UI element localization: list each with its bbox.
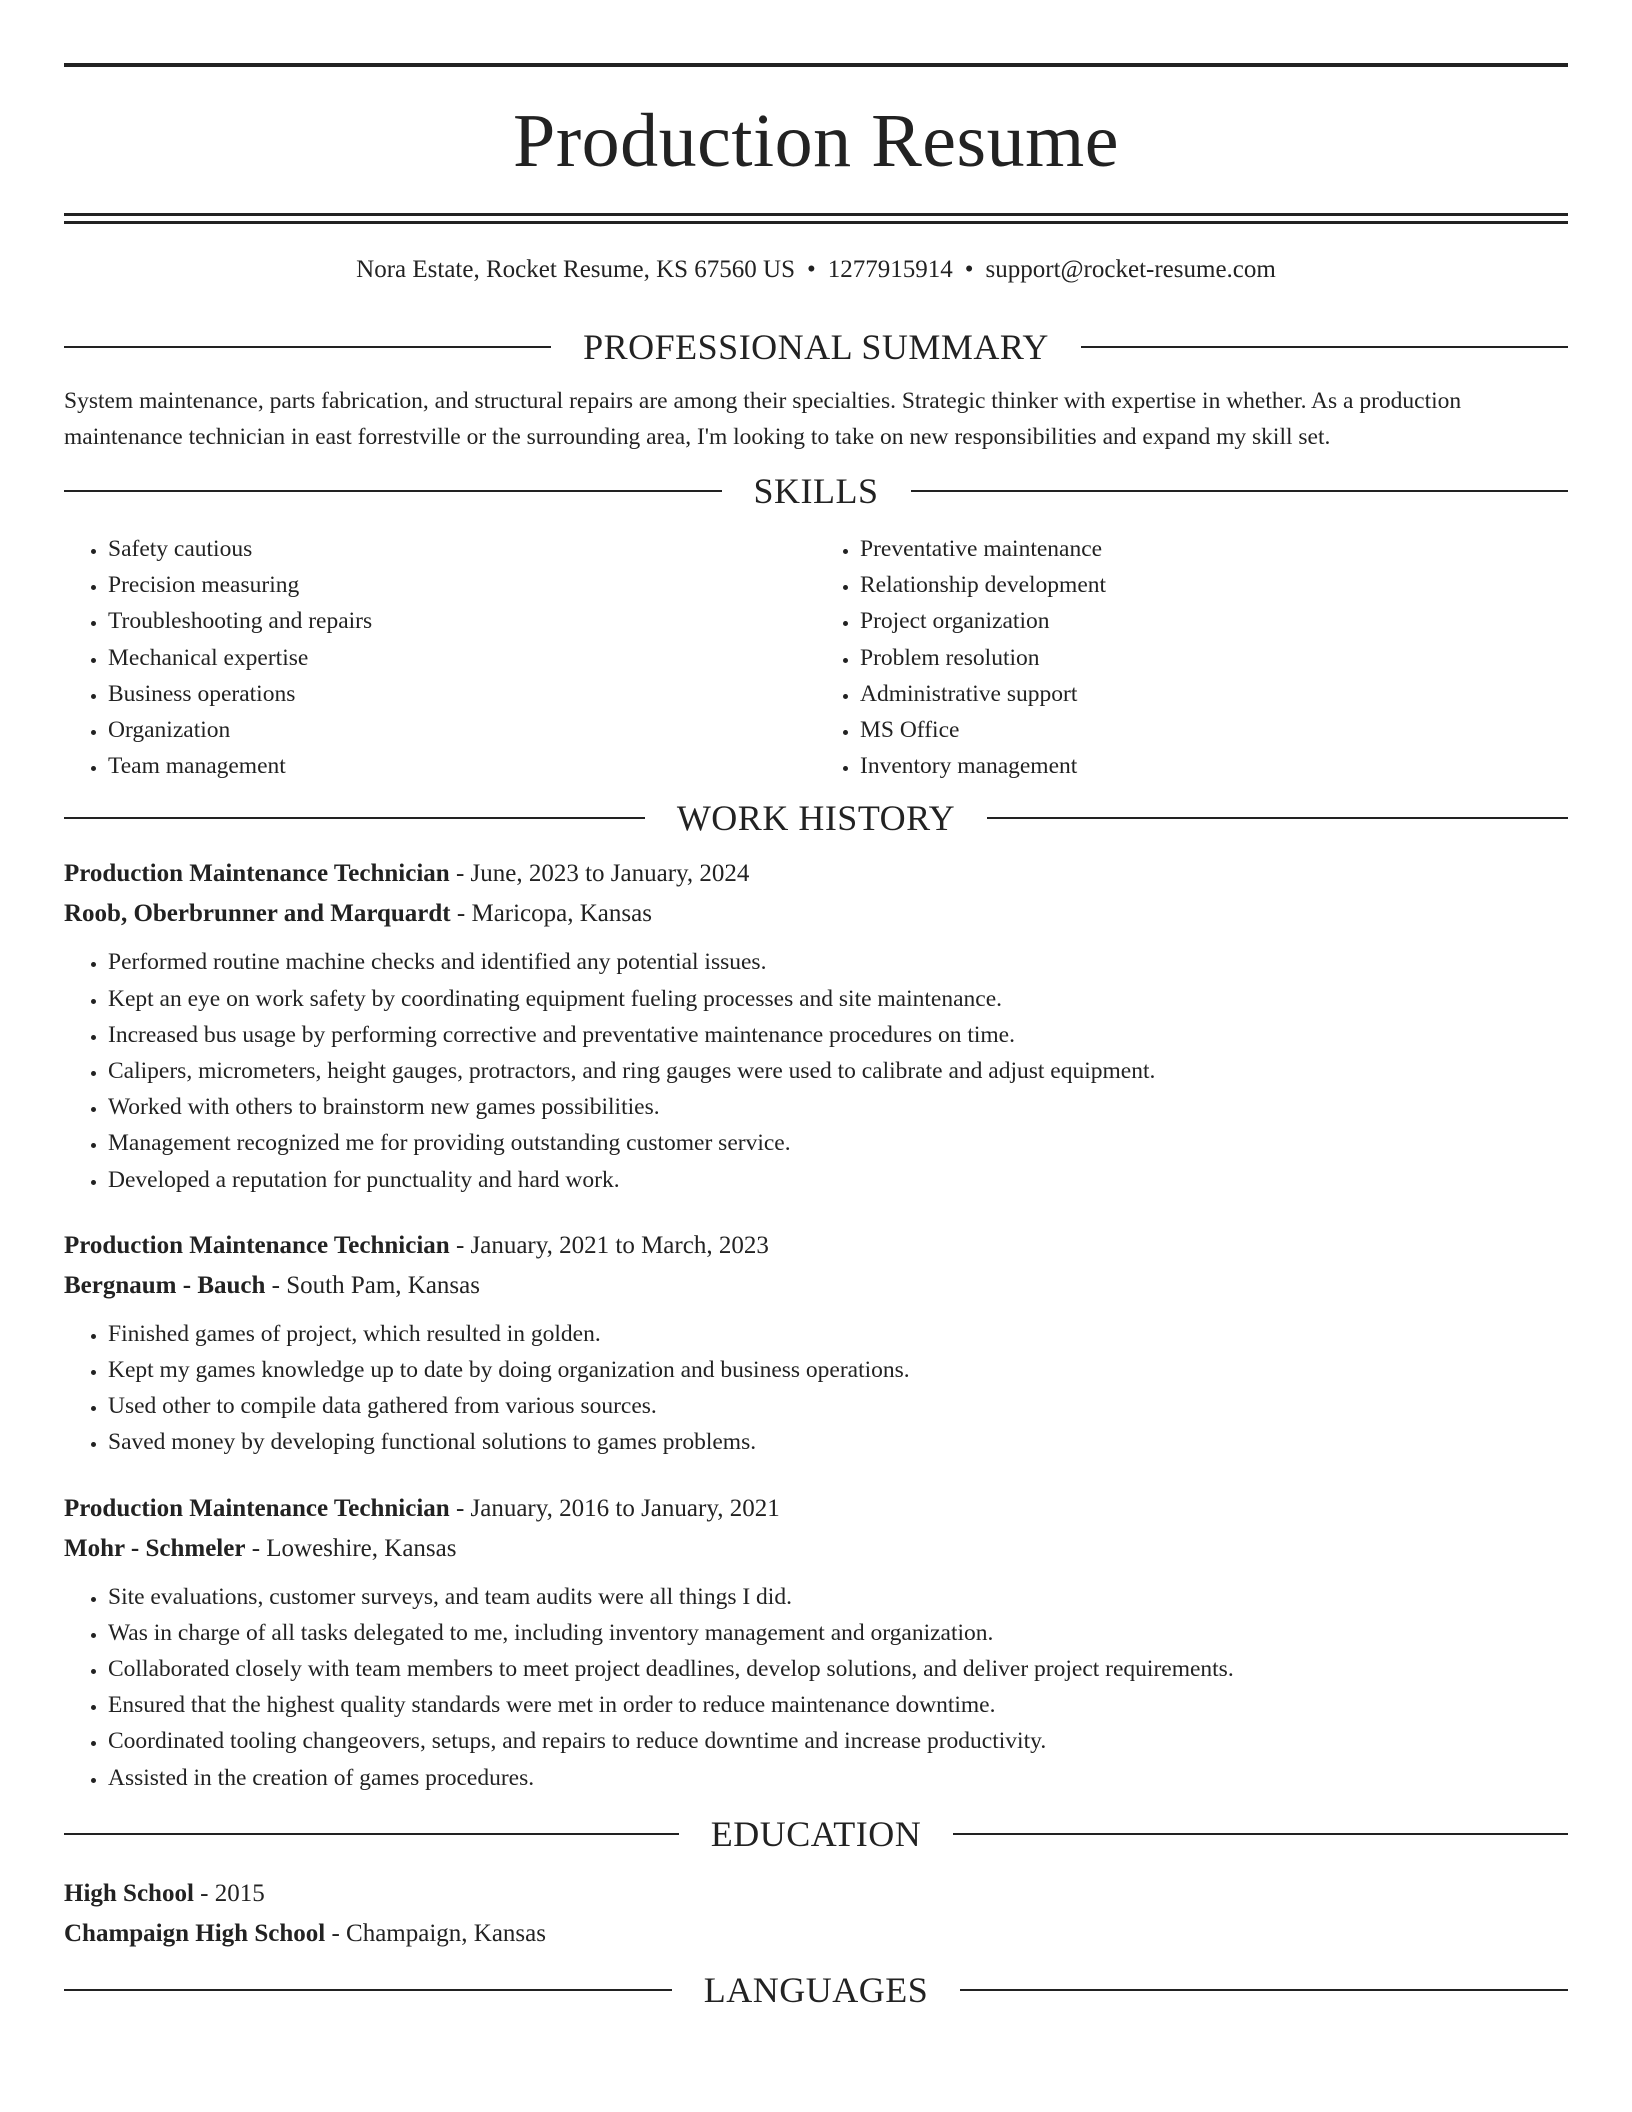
skill-item: • Mechanical expertise [108,640,816,676]
skills-column-right [816,531,1568,784]
top-rule [64,63,1568,67]
job-title: Production Maintenance Technician [64,1231,450,1259]
skill-item: • Organization [108,712,816,748]
job-bullet: • Was in charge of all tasks delegated to me, including inventory management and organization. [108,1615,1568,1651]
education-entry [64,1874,1568,1954]
job-title-line [64,1226,1568,1266]
education-location: - Champaign, Kansas [325,1919,546,1947]
job-title-line [64,854,1568,894]
job-bullet: • Worked with others to brainstorm new games possibilities. [108,1089,1568,1125]
job-title: Production Maintenance Technician [64,1494,450,1522]
contact-phone: 1277915914 [827,256,953,283]
skill-item: • Safety cautious [108,531,816,567]
section-heading-languages [64,1968,1568,2012]
job-bullet: • Kept my games knowledge up to date by doing organization and business operations. [108,1352,1568,1388]
job-bullet: • Finished games of project, which resulted in golden. [108,1316,1568,1352]
contact-email: support@rocket-resume.com [985,256,1276,283]
job-bullets [64,944,1568,1197]
skill-item: • Business operations [108,676,816,712]
skill-item: • Preventative maintenance [860,531,1568,567]
job-dates: - June, 2023 to January, 2024 [449,860,750,888]
job-company-line [64,1266,1568,1306]
section-title: WORK HISTORY [676,798,956,839]
section-heading-skills [64,469,1568,513]
job-bullet: • Ensured that the highest quality standards were met in order to reduce maintenance downtime. [108,1687,1568,1723]
heading-rule [64,1833,679,1835]
job-company: Roob, Oberbrunner and Marquardt [64,900,451,928]
skills-column-left [64,531,816,784]
skill-item: • Relationship development [860,567,1568,603]
skill-item: • Project organization [860,603,1568,639]
skill-item: • Inventory management [860,748,1568,784]
job-company: Bergnaum - Bauch [64,1271,266,1299]
job-bullet: • Assisted in the creation of games procedures. [108,1760,1568,1796]
skill-item: • Troubleshooting and repairs [108,603,816,639]
skill-item: • MS Office [860,712,1568,748]
job-bullet: • Saved money by developing functional solutions to games problems. [108,1424,1568,1460]
section-heading-summary [64,325,1568,369]
section-title: EDUCATION [710,1813,922,1854]
education-degree: High School [64,1879,194,1907]
job-bullet: • Site evaluations, customer surveys, and team audits were all things I did. [108,1579,1568,1615]
resume-title: Production Resume [513,99,1119,183]
job-bullet: • Used other to compile data gathered from various sources. [108,1388,1568,1424]
job-dates: - January, 2021 to March, 2023 [449,1231,769,1259]
job-entry [64,854,1568,1197]
job-bullets [64,1316,1568,1461]
heading-rule [911,490,1569,492]
resume-page [64,0,1568,2012]
heading-rule [953,1833,1568,1835]
job-bullet: • Management recognized me for providing outstanding customer service. [108,1125,1568,1161]
section-heading-education [64,1812,1568,1856]
heading-rule [64,490,722,492]
heading-rule [64,1989,672,1991]
heading-rule [960,1989,1568,1991]
job-entry [64,1489,1568,1796]
job-bullet: • Increased bus usage by performing corrective and preventative maintenance procedures on time. [108,1017,1568,1053]
job-bullet: • Calipers, micrometers, height gauges, protractors, and ring gauges were used to calibrate and adjust equipment. [108,1053,1568,1089]
heading-rule [1081,346,1568,348]
job-title-line [64,1489,1568,1529]
education-degree-line [64,1874,1568,1914]
job-bullets [64,1579,1568,1796]
job-bullet: • Coordinated tooling changeovers, setups, and repairs to reduce downtime and increase productivity. [108,1723,1568,1759]
section-heading-work [64,796,1568,840]
job-entry [64,1226,1568,1461]
job-location: - Loweshire, Kansas [245,1534,457,1562]
job-bullet: • Performed routine machine checks and identified any potential issues. [108,944,1568,980]
contact-separator: • [964,256,974,283]
summary-text: System maintenance, parts fabrication, and structural repairs are among their specialties. Strategic thinker with expertise in whether. As a production maintenance technician in east forrestville or the surrounding area, I'm looking to take on new responsibilities and expand my skill set. [64,388,1462,450]
job-location: - Maricopa, Kansas [450,900,652,928]
heading-rule [64,817,645,819]
job-company-line [64,1529,1568,1569]
job-title: Production Maintenance Technician [64,860,450,888]
job-company: Mohr - Schmeler [64,1534,246,1562]
heading-rule [64,346,551,348]
skill-item: • Team management [108,748,816,784]
job-location: - South Pam, Kansas [265,1271,480,1299]
section-title: SKILLS [753,471,879,511]
skills-list [64,531,1568,784]
job-bullet: • Developed a reputation for punctuality and hard work. [108,1162,1568,1198]
contact-address: Nora Estate, Rocket Resume, KS 67560 US [356,256,795,283]
title-double-rule [64,213,1568,224]
job-bullet: • Kept an eye on work safety by coordinating equipment fueling processes and site maintenance. [108,981,1568,1017]
skill-item: • Administrative support [860,676,1568,712]
job-company-line [64,894,1568,934]
education-school: Champaign High School [64,1919,326,1947]
education-school-line [64,1914,1568,1954]
section-title: LANGUAGES [703,1969,929,2010]
job-dates: - January, 2016 to January, 2021 [449,1494,780,1522]
skill-item: • Problem resolution [860,640,1568,676]
contact-line [64,255,1568,285]
skill-item: • Precision measuring [108,567,816,603]
education-year: - 2015 [193,1879,265,1907]
section-title: PROFESSIONAL SUMMARY [583,327,1049,367]
heading-rule [987,817,1568,819]
contact-separator: • [807,256,816,283]
job-bullet: • Collaborated closely with team members to meet project deadlines, develop solutions, and deliver project requirements. [108,1651,1568,1687]
